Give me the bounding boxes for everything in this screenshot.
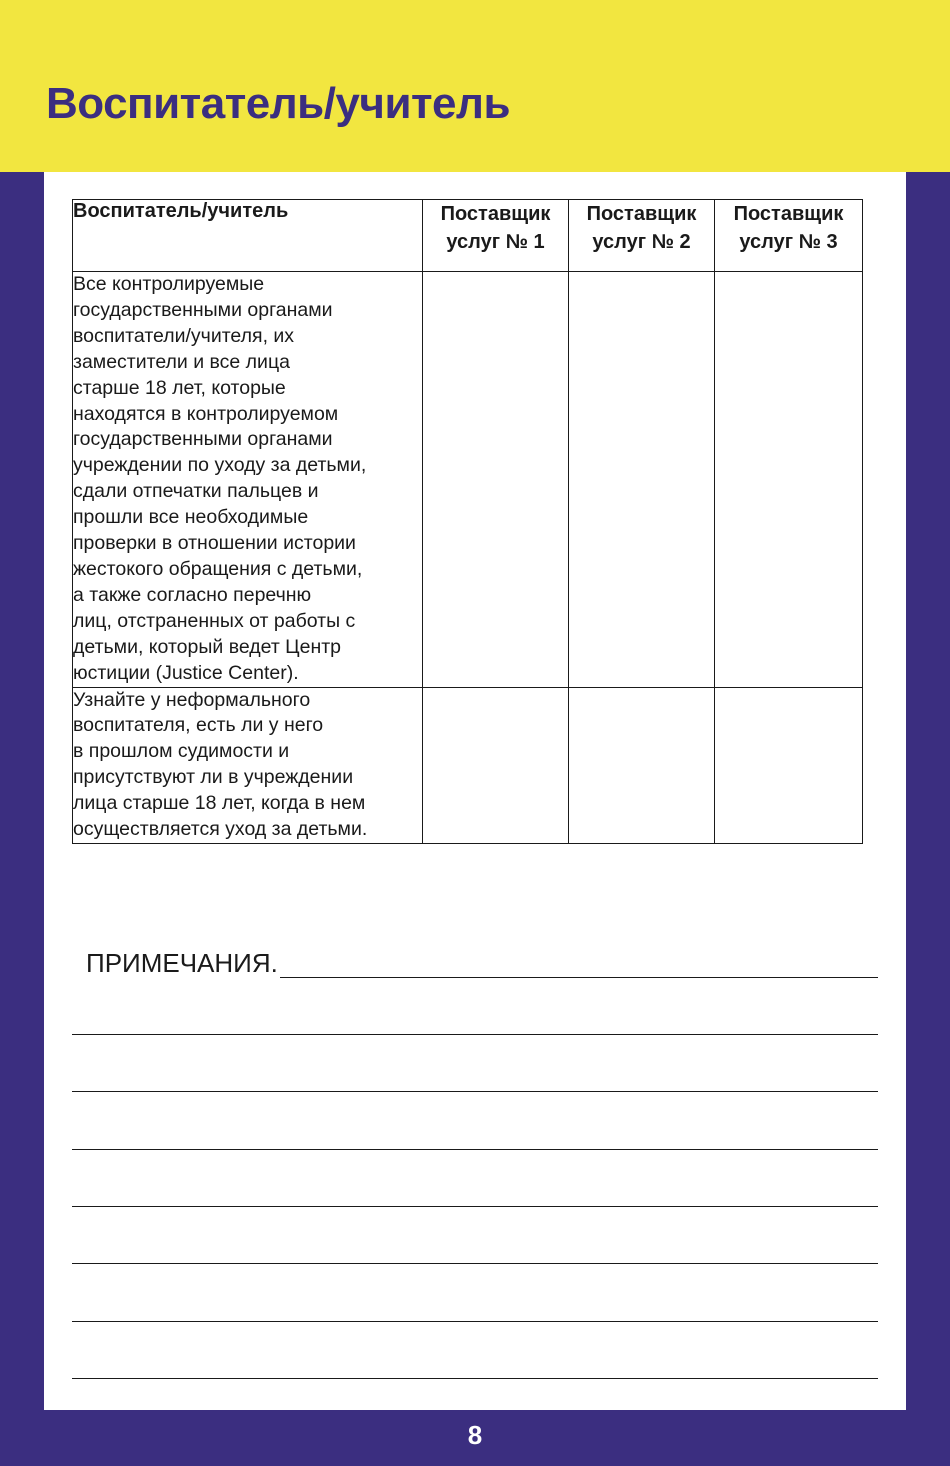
text-line: лица старше 18 лет, когда в нем: [73, 792, 366, 815]
text-line: лиц, отстраненных от работы с: [73, 609, 356, 632]
notes-write-line[interactable]: [72, 1206, 878, 1207]
provider-1-check-cell[interactable]: [423, 687, 569, 843]
provider-2-check-cell[interactable]: [569, 687, 715, 843]
checklist-table: [72, 199, 863, 844]
provider-number: услуг № 3: [739, 231, 838, 253]
text-line: осуществляется уход за детьми.: [73, 818, 368, 841]
text-line: сдали отпечатки пальцев и: [73, 480, 319, 503]
text-line: юстиции (Justice Center).: [73, 661, 299, 684]
text-line: учреждении по уходу за детьми,: [73, 454, 367, 477]
text-line: присутствуют ли в учреждении: [73, 766, 354, 789]
provider-1-check-cell[interactable]: [423, 272, 569, 688]
header-banner: [0, 0, 950, 172]
text-line: Все контролируемые: [73, 273, 265, 295]
content-sheet: [44, 172, 906, 1410]
table-row: [73, 272, 863, 688]
notes-write-line[interactable]: [72, 1321, 878, 1322]
notes-write-line[interactable]: [72, 1091, 878, 1092]
page-title: Воспитатель/учитель: [46, 79, 511, 128]
notes-write-line[interactable]: [280, 950, 878, 978]
text-line: детьми, который ведет Центр: [73, 635, 341, 658]
text-line: находятся в контролируемом: [73, 402, 339, 425]
provider-3-check-cell[interactable]: [715, 687, 863, 843]
notes-first-line: [86, 948, 878, 978]
provider-label: Поставщик: [733, 203, 844, 225]
text-line: в прошлом судимости и: [73, 740, 290, 763]
text-line: воспитатели/учителя, их: [73, 324, 295, 347]
provider-3-check-cell[interactable]: [715, 272, 863, 688]
text-line: проверки в отношении истории: [73, 532, 356, 555]
provider-number: услуг № 2: [592, 231, 691, 253]
header-cell-provider-1: [423, 200, 569, 272]
provider-label: Поставщик: [440, 203, 551, 225]
text-line: заместители и все лица: [73, 350, 290, 373]
notes-write-line[interactable]: [72, 1263, 878, 1264]
text-line: прошли все необходимые: [73, 506, 309, 529]
page-number: 8: [467, 1420, 483, 1450]
text-line: Узнайте у неформального: [73, 688, 311, 711]
header-cell-provider-3: [715, 200, 863, 272]
header-cell-role: Воспитатель/учитель: [73, 200, 423, 272]
text-line: государственными органами: [73, 428, 333, 451]
provider-label: Поставщик: [586, 203, 697, 225]
text-line: жестокого обращения с детьми,: [73, 557, 363, 580]
notes-write-line[interactable]: [72, 1034, 878, 1035]
provider-2-check-cell[interactable]: [569, 272, 715, 688]
notes-write-line[interactable]: [72, 1378, 878, 1379]
text-line: государственными органами: [73, 298, 333, 321]
text-line: а также согласно перечню: [73, 583, 312, 606]
table-row: [73, 687, 863, 843]
text-line: старше 18 лет, которые: [73, 376, 286, 399]
notes-label: ПРИМЕЧАНИЯ.: [86, 948, 278, 978]
header-cell-provider-2: [569, 200, 715, 272]
table-header-row: [73, 200, 863, 272]
requirement-cell: [73, 272, 423, 688]
text-line: воспитателя, есть ли у него: [73, 714, 324, 737]
notes-write-line[interactable]: [72, 1149, 878, 1150]
provider-number: услуг № 1: [446, 231, 545, 253]
requirement-cell: [73, 687, 423, 843]
